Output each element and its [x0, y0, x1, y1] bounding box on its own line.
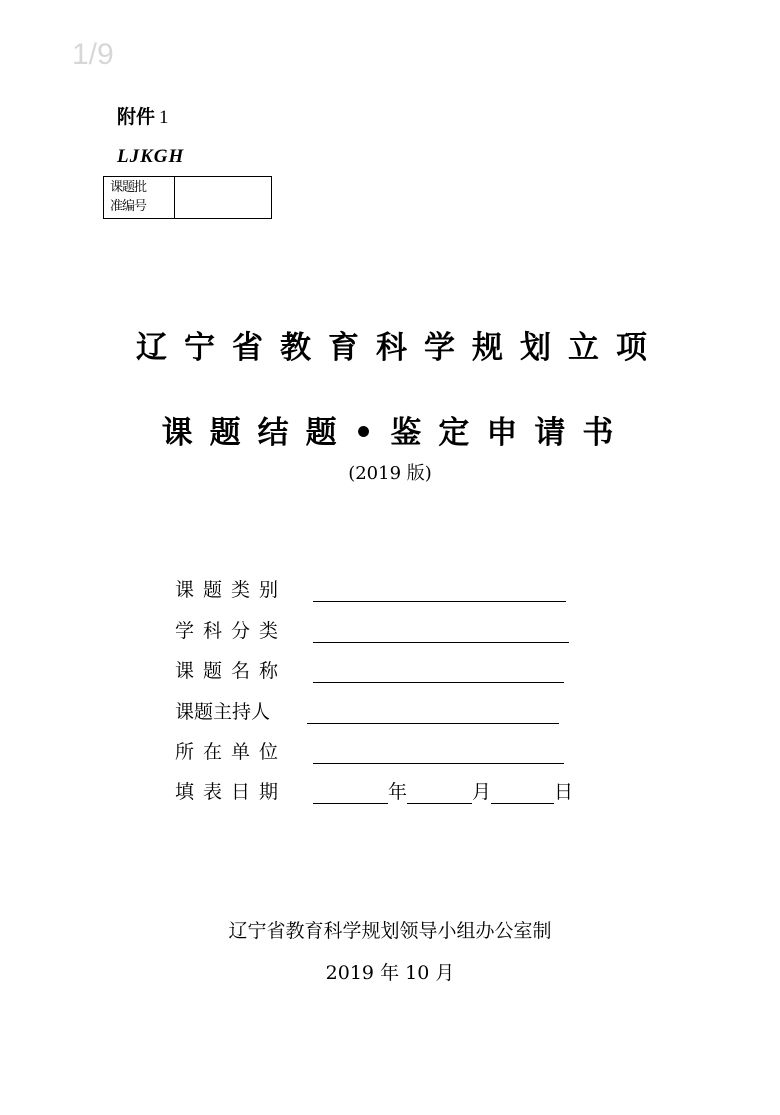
- form-row-host: [175, 696, 559, 724]
- month-label: 月: [472, 781, 492, 803]
- month-field[interactable]: [407, 781, 472, 804]
- document-title-line2: 课题结题•鉴定申请书: [161, 415, 631, 451]
- day-field[interactable]: [491, 781, 554, 804]
- approval-number-field[interactable]: [175, 177, 271, 218]
- issuing-organization: 辽宁省教育科学规划领导小组办公室制: [228, 920, 552, 942]
- subject-field[interactable]: [313, 620, 569, 643]
- name-label: 课题名称: [175, 660, 288, 682]
- form-row-unit: [175, 736, 564, 764]
- year-label: 年: [388, 781, 408, 803]
- host-field[interactable]: [307, 701, 559, 724]
- name-field[interactable]: [313, 660, 564, 683]
- page-indicator: 1/9: [72, 38, 114, 71]
- document-title-line1: 辽宁省教育科学规划立项: [136, 330, 664, 366]
- year-field[interactable]: [313, 781, 388, 804]
- form-row-date: [175, 776, 573, 804]
- document-edition: (2019 版): [348, 463, 432, 484]
- issue-date: 2019 年 10 月: [325, 962, 455, 984]
- form-row-subject: [175, 615, 569, 643]
- attachment-text: 附件: [117, 106, 156, 128]
- date-label: 填表日期: [175, 781, 288, 803]
- category-label: 课题类别: [175, 579, 288, 601]
- host-label: 课题主持人: [175, 701, 271, 723]
- form-row-category: [175, 574, 566, 602]
- attachment-number: 1: [159, 107, 169, 128]
- form-row-name: [175, 655, 564, 683]
- approval-number-label: [104, 177, 175, 218]
- unit-field[interactable]: [313, 741, 564, 764]
- category-field[interactable]: [313, 579, 566, 602]
- attachment-label: [117, 102, 169, 129]
- day-label: 日: [554, 781, 574, 803]
- approval-label-line2: 准编号: [110, 199, 147, 214]
- subject-label: 学科分类: [175, 620, 288, 642]
- approval-label-line1: 课题批: [110, 180, 147, 195]
- project-code: LJKGH: [117, 146, 185, 167]
- approval-number-box: [103, 176, 272, 219]
- unit-label: 所在单位: [175, 741, 288, 763]
